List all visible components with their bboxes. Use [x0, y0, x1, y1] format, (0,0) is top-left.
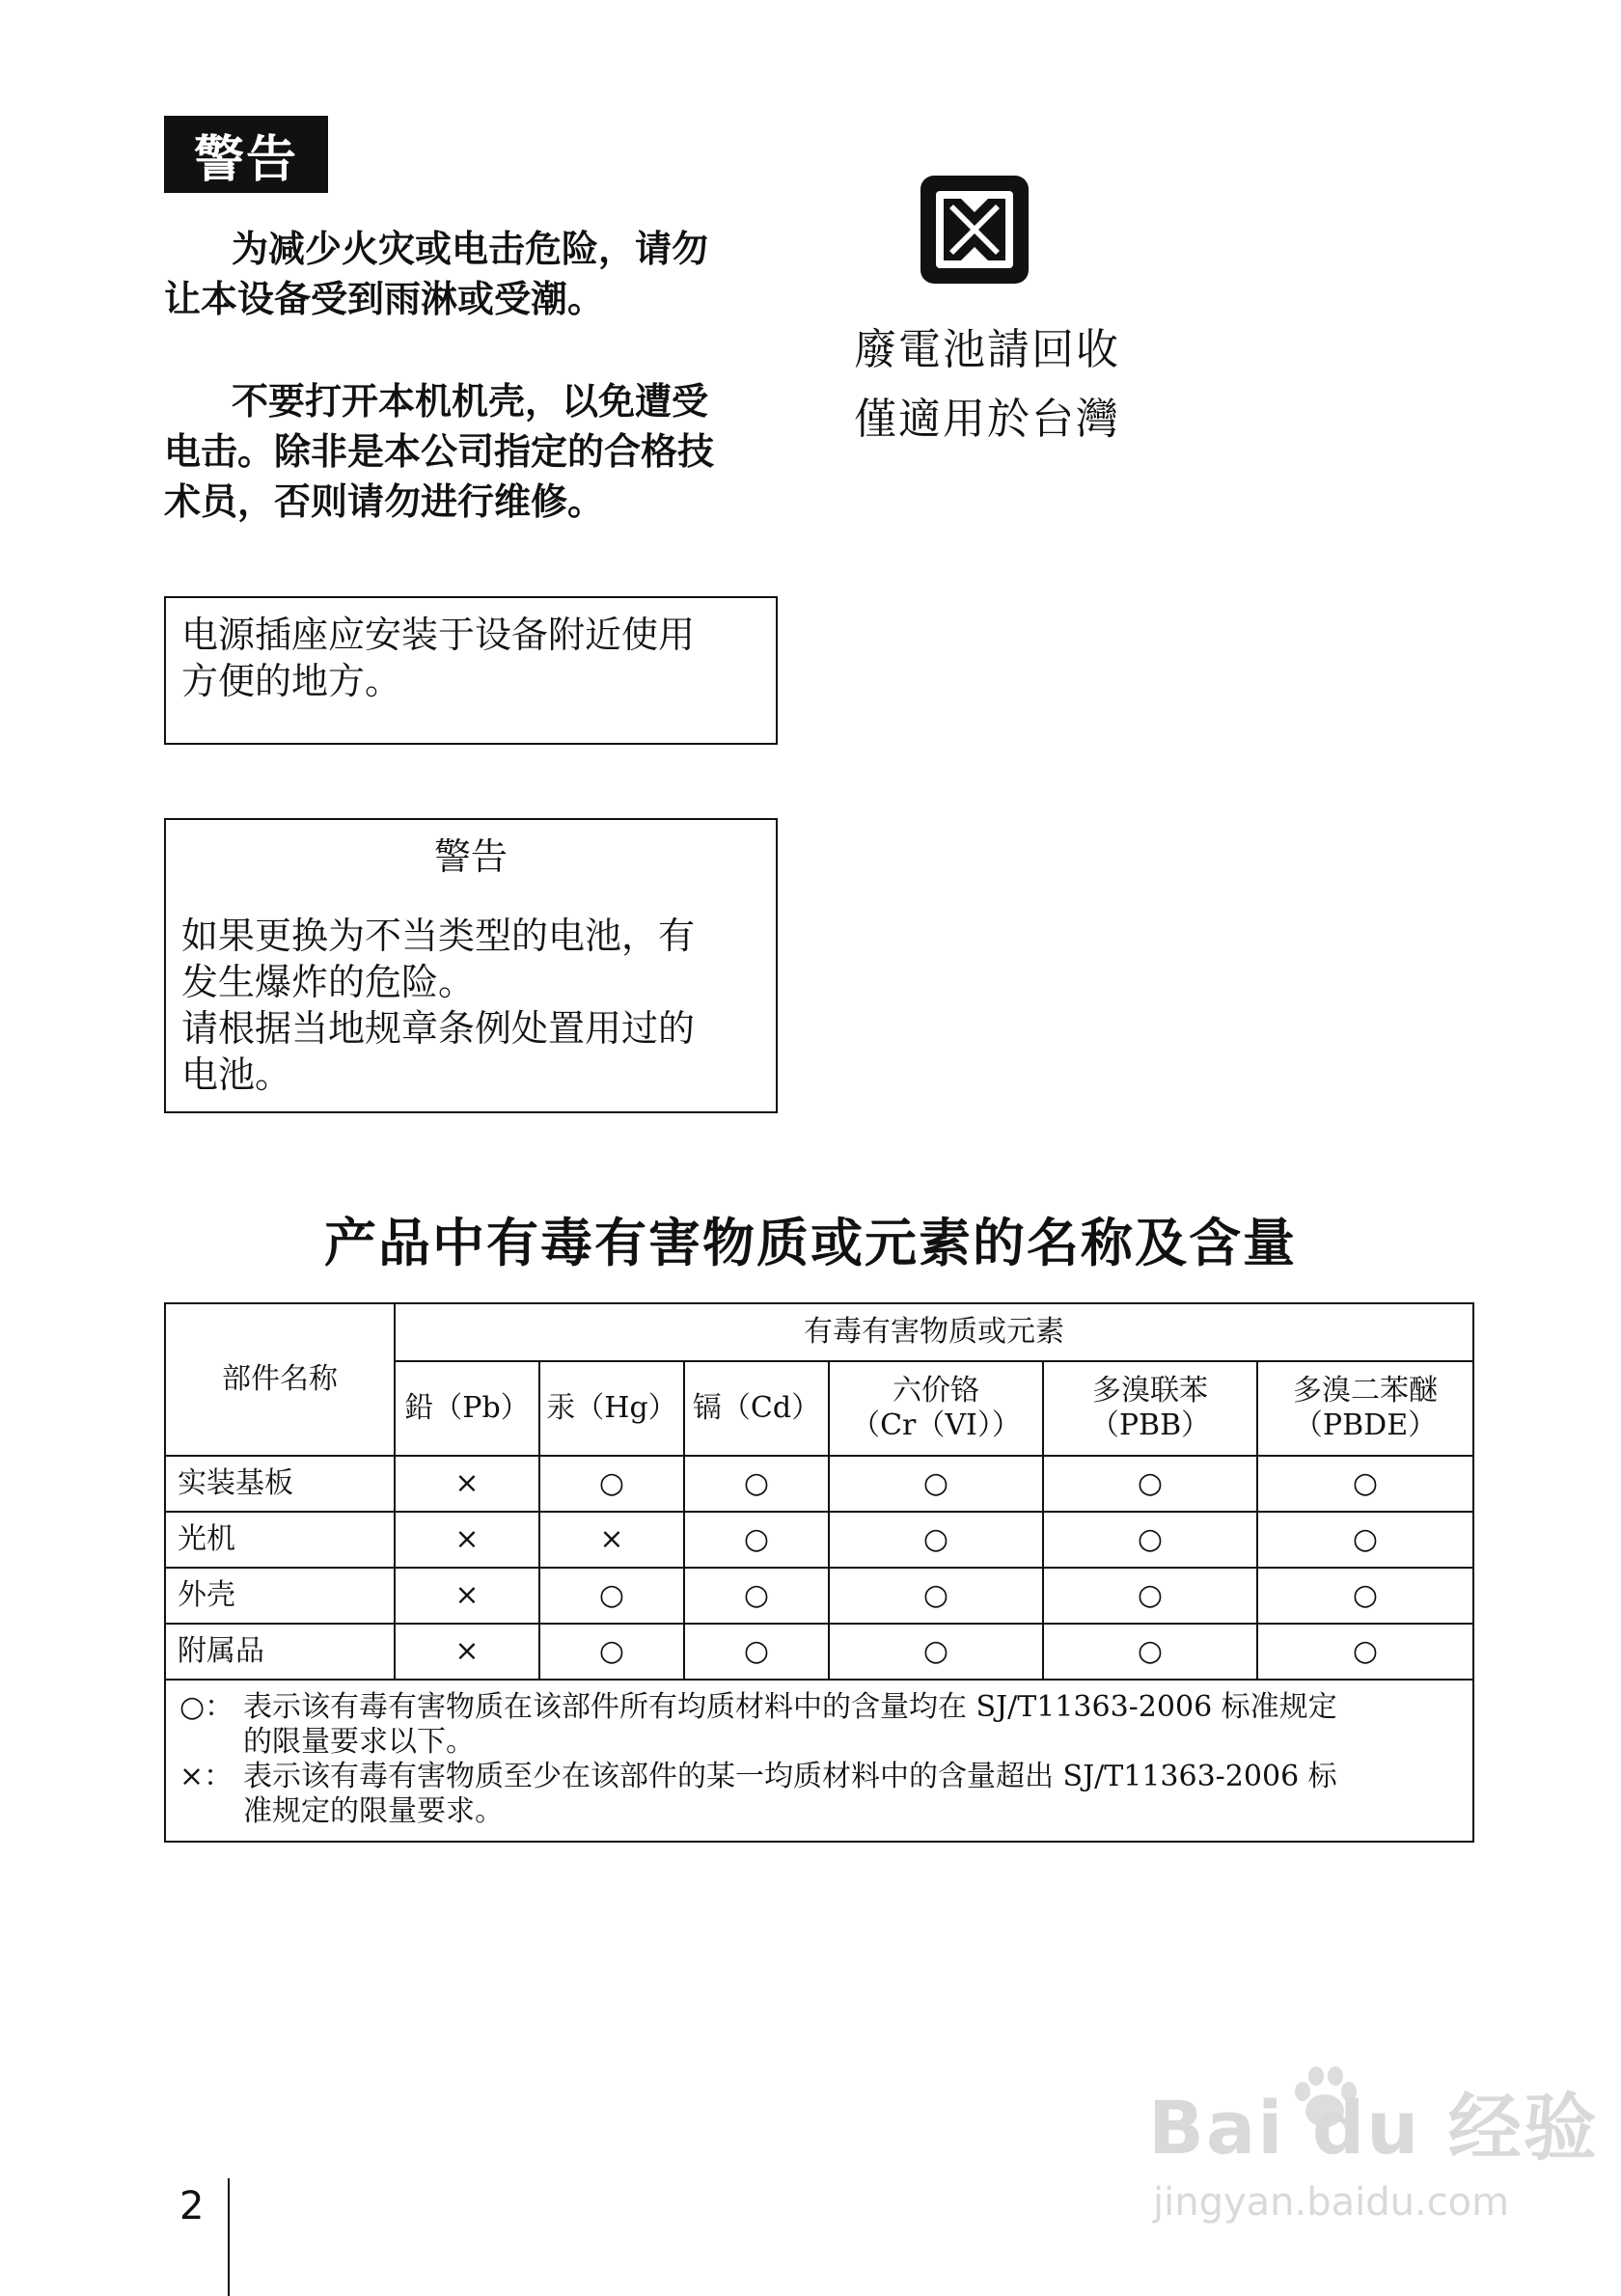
hazard-table-title: 产品中有毒有害物质或元素的名称及含量	[324, 1213, 1297, 1273]
value-cell: ○	[539, 1568, 684, 1624]
hazard-table	[164, 1302, 1474, 1843]
column-header	[684, 1361, 829, 1456]
table-row	[165, 1568, 1473, 1624]
battery-recycle-icon	[917, 172, 1032, 287]
value-cell: ○	[1043, 1512, 1257, 1568]
value-cell: ○	[684, 1512, 829, 1568]
substance-group-header: 有毒有害物质或元素	[395, 1303, 1473, 1361]
battery-warning-title: 警告	[433, 835, 508, 878]
column-header-line1: 鉛（Pb）	[404, 1391, 530, 1425]
table-row	[165, 1456, 1473, 1512]
socket-notice-line1: 电源插座应安装于设备附近使用	[181, 614, 696, 656]
table-row	[165, 1624, 1473, 1680]
part-name-header: 部件名称	[165, 1303, 395, 1456]
battery-warning-line2: 发生爆炸的危险。	[181, 961, 476, 1003]
casing-warning-line3: 术员，否则请勿进行维修。	[164, 480, 605, 523]
column-header	[539, 1361, 684, 1456]
note-circle	[179, 1690, 1459, 1760]
note-cross-line1: 表示该有毒有害物质至少在该部件的某一均质材料中的含量超出 SJ/T11363-2006 标	[243, 1760, 1337, 1793]
value-cell: ○	[684, 1624, 829, 1680]
watermark-brand: Bai du 经验	[1148, 2085, 1599, 2171]
value-cell: ○	[684, 1456, 829, 1512]
column-header-line1: 多溴联苯	[1092, 1374, 1208, 1408]
page-number: 2	[179, 2184, 205, 2228]
value-cell: ○	[1043, 1568, 1257, 1624]
casing-warning-line1: 不要打开本机机壳，以免遭受	[232, 380, 709, 423]
note-circle-symbol: ○：	[179, 1690, 234, 1724]
recycle-text-line1: 廢電池請回收	[854, 325, 1120, 374]
moisture-warning-line2: 让本设备受到雨淋或受潮。	[164, 278, 605, 320]
part-cell: 实装基板	[165, 1456, 395, 1512]
column-header-line2: （PBDE）	[1293, 1408, 1438, 1442]
column-header	[829, 1361, 1043, 1456]
part-cell: 附属品	[165, 1624, 395, 1680]
note-cross-symbol: ×：	[179, 1760, 234, 1793]
value-cell: ○	[1257, 1512, 1473, 1568]
moisture-warning	[164, 224, 782, 324]
value-cell: ○	[1257, 1568, 1473, 1624]
note-circle-line1: 表示该有毒有害物质在该部件所有均质材料中的含量均在 SJ/T11363-2006 标准规定	[243, 1690, 1337, 1724]
casing-warning-line2: 电击。除非是本公司指定的合格技	[164, 430, 715, 473]
moisture-warning-line1: 为减少火灾或电击危险，请勿	[232, 228, 709, 270]
value-cell: ○	[1043, 1624, 1257, 1680]
column-header-line2: （Cr（VI））	[851, 1408, 1021, 1442]
recycle-text-line2: 僅適用於台灣	[854, 395, 1120, 444]
value-cell: ○	[829, 1512, 1043, 1568]
table-row	[165, 1512, 1473, 1568]
value-cell: ×	[395, 1456, 539, 1512]
column-header	[1043, 1361, 1257, 1456]
socket-notice-box	[164, 596, 778, 745]
value-cell: ○	[1043, 1456, 1257, 1512]
value-cell: ○	[1257, 1456, 1473, 1512]
watermark-url: jingyan.baidu.com	[1153, 2180, 1510, 2225]
value-cell: ○	[539, 1456, 684, 1512]
warning-heading: 警告	[164, 116, 328, 193]
column-header-line1: 镉（Cd）	[692, 1391, 821, 1425]
value-cell: ○	[829, 1456, 1043, 1512]
value-cell: ×	[395, 1624, 539, 1680]
page-divider	[228, 2178, 230, 2296]
note-cross	[179, 1760, 1459, 1829]
column-header	[395, 1361, 539, 1456]
value-cell: ○	[684, 1568, 829, 1624]
casing-warning	[164, 376, 782, 527]
value-cell: ○	[829, 1624, 1043, 1680]
value-cell: ○	[1257, 1624, 1473, 1680]
socket-notice-line2: 方便的地方。	[181, 660, 402, 702]
column-header-line2: （PBB）	[1089, 1408, 1211, 1442]
part-cell: 光机	[165, 1512, 395, 1568]
battery-warning-line4: 电池。	[181, 1053, 292, 1096]
value-cell: ×	[539, 1512, 684, 1568]
column-header	[1257, 1361, 1473, 1456]
note-circle-line2: 的限量要求以下。	[243, 1725, 475, 1759]
value-cell: ×	[395, 1512, 539, 1568]
note-cross-line2: 准规定的限量要求。	[243, 1794, 504, 1828]
column-header-line1: 汞（Hg）	[546, 1391, 677, 1425]
value-cell: ○	[829, 1568, 1043, 1624]
column-header-line1: 多溴二苯醚	[1293, 1374, 1439, 1408]
value-cell: ×	[395, 1568, 539, 1624]
table-notes	[165, 1680, 1473, 1842]
part-cell: 外壳	[165, 1568, 395, 1624]
battery-warning-line1: 如果更换为不当类型的电池，有	[181, 915, 696, 957]
battery-warning-line3: 请根据当地规章条例处置用过的	[181, 1007, 696, 1050]
value-cell: ○	[539, 1624, 684, 1680]
column-header-line1: 六价铬	[893, 1374, 979, 1408]
battery-warning-box	[164, 818, 778, 1113]
